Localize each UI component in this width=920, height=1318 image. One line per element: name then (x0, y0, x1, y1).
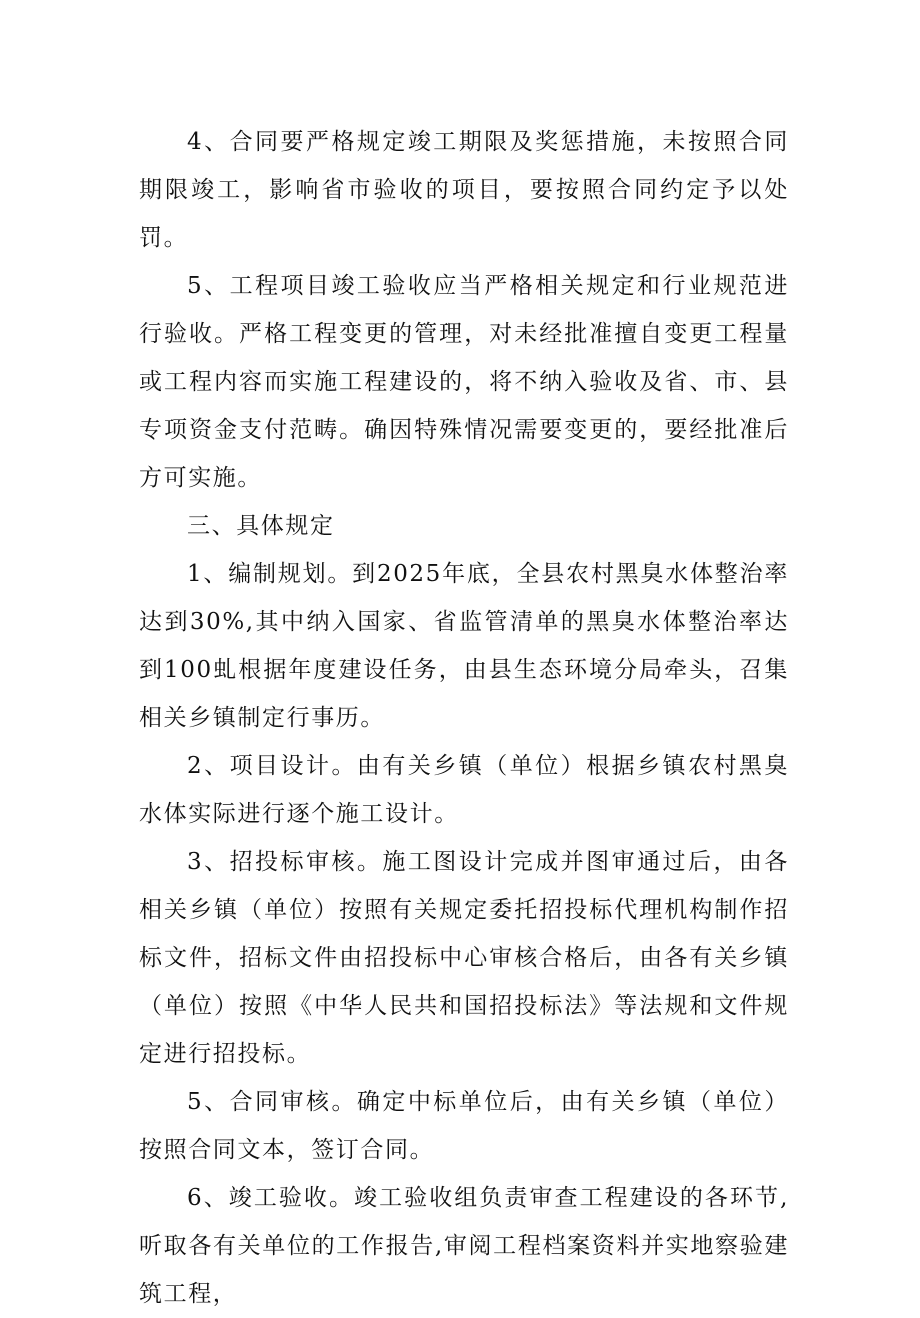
paragraph-planning: 1、编制规划。到2025年底，全县农村黑臭水体整治率达到30%,其中纳入国家、省监管清单的黑臭水体整治率达到100虬根据年度建设任务，由县生态环境分局牵头，召集相关乡镇制定行事历。 (139, 561, 789, 731)
paragraph-project-design: 2、项目设计。由有关乡镇（单位）根据乡镇农村黑臭水体实际进行逐个施工设计。 (139, 753, 789, 827)
section-heading-specific-rules: 三、具体规定 (187, 513, 335, 539)
paragraph-completion-acceptance: 5、工程项目竣工验收应当严格相关规定和行业规范进行验收。严格工程变更的管理，对未经批准擅自变更工程量或工程内容而实施工程建设的，将不纳入验收及省、市、县专项资金支付范畴。确因特殊情况需要变更的，要经批准后方可实施。 (139, 273, 789, 491)
document-body (139, 118, 789, 1318)
paragraph-final-acceptance: 6、竣工验收。竣工验收组负责审查工程建设的各环节,听取各有关单位的工作报告,审阅工程档案资料并实地察验建筑工程， (139, 1185, 789, 1307)
paragraph-contract-review: 5、合同审核。确定中标单位后，由有关乡镇（单位）按照合同文本，签订合同。 (139, 1089, 789, 1163)
paragraph-bidding-review: 3、招投标审核。施工图设计完成并图审通过后，由各相关乡镇（单位）按照有关规定委托招投标代理机构制作招标文件，招标文件由招投标中心审核合格后，由各有关乡镇（单位）按照《中华人民共和国招投标法》等法规和文件规定进行招投标。 (139, 849, 789, 1067)
paragraph-contract-deadline: 4、合同要严格规定竣工期限及奖惩措施，未按照合同期限竣工，影响省市验收的项目，要按照合同约定予以处罚。 (139, 129, 789, 251)
